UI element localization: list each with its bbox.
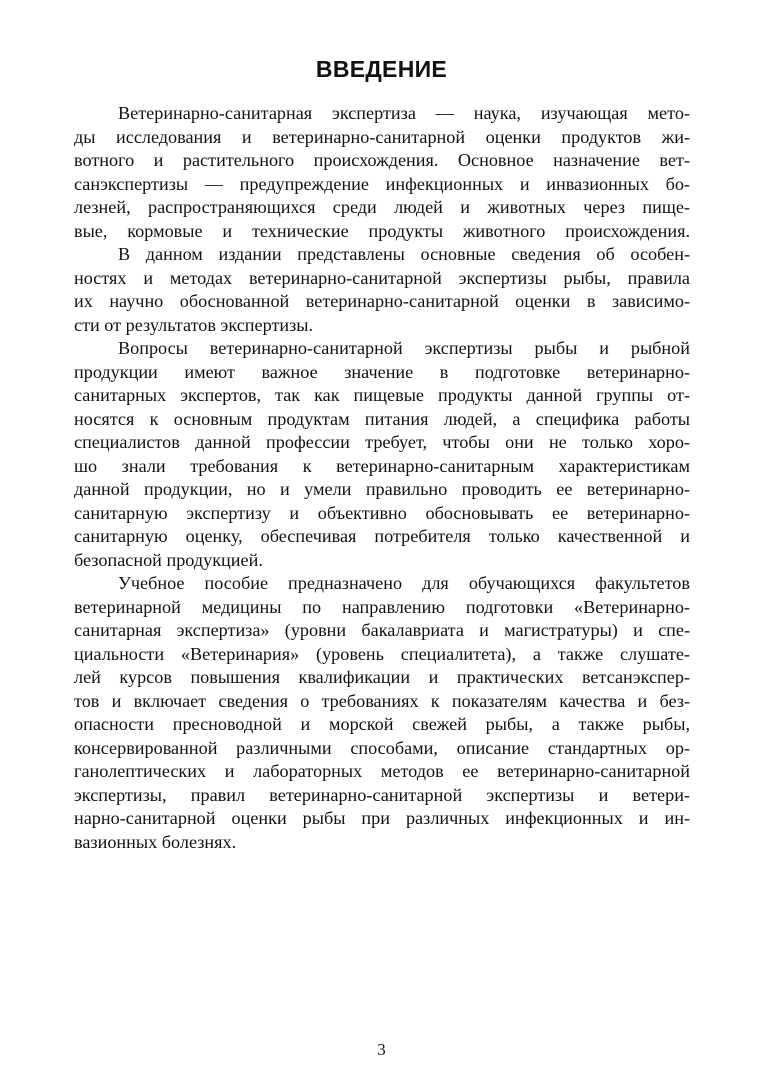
paragraph-line: санитарную оценку, обеспечивая потребителя только качественной и <box>74 526 690 546</box>
paragraph-line: экспертизы, правил ветеринарно-санитарной экспертизы и ветери- <box>74 784 690 805</box>
page-title: ВВЕДЕНИЕ <box>315 56 448 82</box>
paragraph-line: вазионных болезнях. <box>74 831 237 852</box>
paragraph-line: ветеринарной медицины по направлению подготовки «Ветеринарно- <box>74 596 690 617</box>
paragraph-line: В данном издании представлены основные сведения об особен- <box>118 244 690 264</box>
paragraph-line: санитарная экспертиза» (уровни бакалавриата и магистратуры) и спе- <box>74 620 690 640</box>
paragraph-line: продукции имеют важное значение в подготовке ветеринарно- <box>74 361 690 382</box>
paragraph-line: опасности пресноводной и морской свежей рыбы, а также рыбы, <box>74 714 690 734</box>
page-number: 3 <box>377 1040 386 1059</box>
paragraph-line: Учебное пособие предназначено для обучающихся факультетов <box>118 573 690 593</box>
paragraph-4 <box>74 572 690 854</box>
body-text <box>74 102 690 854</box>
paragraph-line: лезней, распространяющихся среди людей и животных через пище- <box>74 197 690 217</box>
paragraph-line: нарно-санитарной оценки рыбы при различных инфекционных и ин- <box>74 808 690 828</box>
paragraph-line: их научно обоснованной ветеринарно-санитарной оценки в зависимо- <box>74 291 690 311</box>
paragraph-line: вотного и растительного происхождения. Основное назначение вет- <box>74 150 690 170</box>
paragraph-line: лей курсов повышения квалификации и практических ветсанэкспер- <box>74 667 690 687</box>
paragraph-line: ганолептических и лабораторных методов ее ветеринарно-санитарной <box>74 761 690 781</box>
paragraph-line: санитарных экспертов, так как пищевые продукты данной группы от- <box>74 385 690 405</box>
paragraph-line: санитарную экспертизу и объективно обосновывать ее ветеринарно- <box>74 502 690 523</box>
paragraph-line: безопасной продукцией. <box>74 549 263 570</box>
paragraph-line: Вопросы ветеринарно-санитарной экспертизы рыбы и рыбной <box>118 338 690 358</box>
paragraph-1 <box>74 102 690 243</box>
paragraph-line: ностях и методах ветеринарно-санитарной экспертизы рыбы, правила <box>74 267 690 288</box>
paragraph-line: шо знали требования к ветеринарно-санитарным характеристикам <box>74 455 690 476</box>
paragraph-line: консервированной различными способами, описание стандартных ор- <box>74 737 690 758</box>
paragraph-line: циальности «Ветеринария» (уровень специалитета), а также слушате- <box>74 643 690 664</box>
paragraph-line: данной продукции, но и умели правильно проводить ее ветеринарно- <box>74 479 690 499</box>
paragraph-line: Ветеринарно-санитарная экспертиза — наука, изучающая мето- <box>118 103 690 123</box>
paragraph-3 <box>74 337 690 572</box>
paragraph-line: тов и включает сведения о требованиях к показателям качества и без- <box>74 690 690 711</box>
paragraph-line: вые, кормовые и технические продукты животного происхождения. <box>74 220 690 241</box>
paragraph-2 <box>74 243 690 337</box>
paragraph-line: сти от результатов экспертизы. <box>74 314 314 335</box>
paragraph-line: носятся к основным продуктам питания людей, а специфика работы <box>74 408 690 429</box>
paragraph-line: санэкспертизы — предупреждение инфекционных и инвазионных бо- <box>74 173 690 194</box>
paragraph-line: специалистов данной профессии требует, чтобы они не только хоро- <box>74 432 690 452</box>
paragraph-line: ды исследования и ветеринарно-санитарной оценки продуктов жи- <box>74 126 690 147</box>
